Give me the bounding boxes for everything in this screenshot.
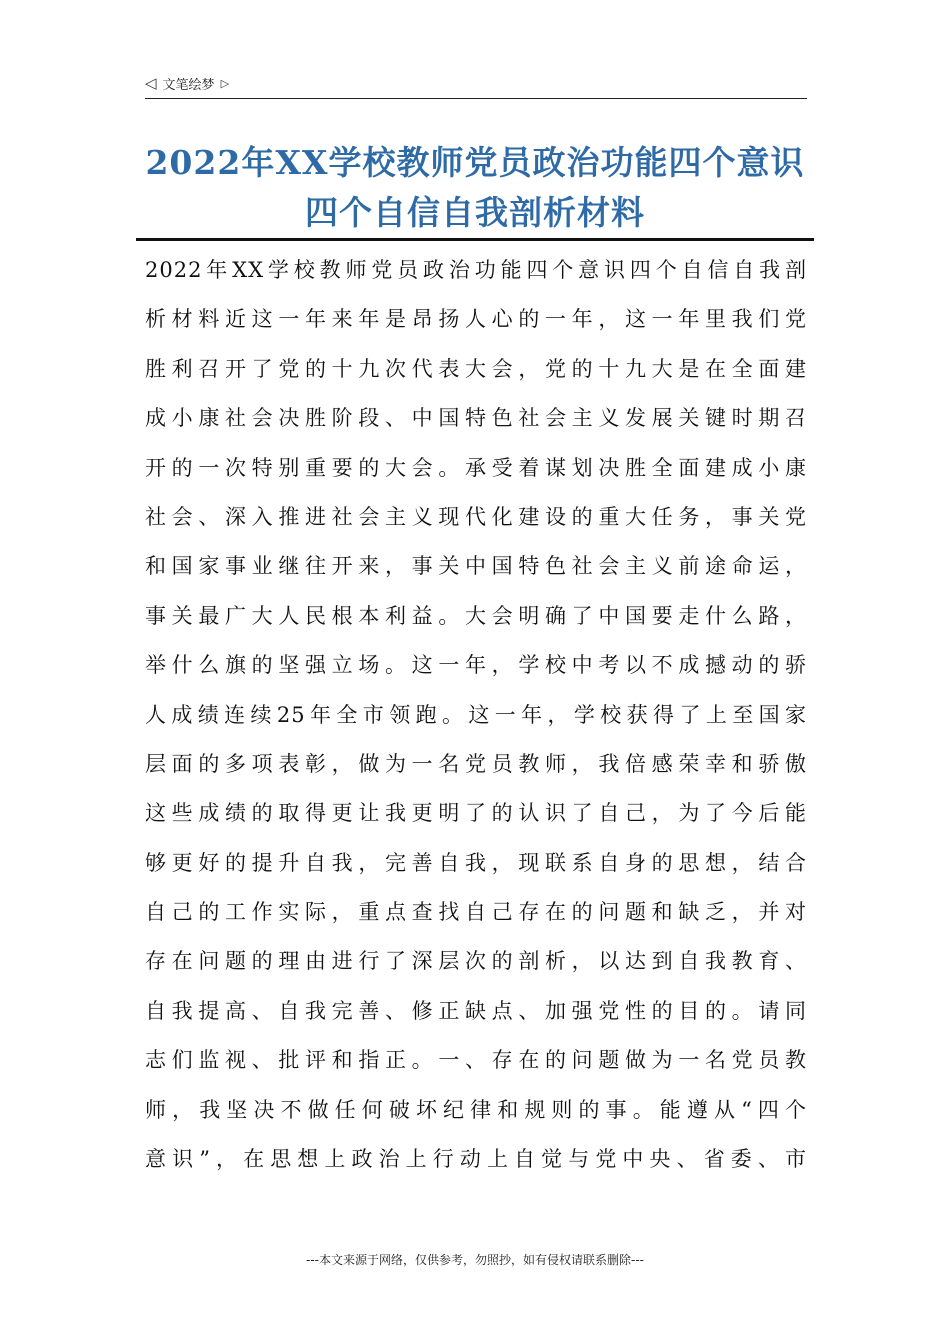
document-title: [130, 138, 820, 238]
body-line: 和国家事业继往开来，事关中国特色社会主义前途命运，: [145, 554, 807, 579]
body-line: 自己的工作实际，重点查找自己存在的问题和缺乏，并对: [145, 900, 807, 925]
body-line: 这些成绩的取得更让我更明了的认识了自己，为了今后能: [145, 801, 807, 826]
title-line-1: 2022年XX学校教师党员政治功能四个意识: [145, 143, 805, 182]
body-line: 够更好的提升自我，完善自我，现联系自身的思想，结合: [145, 850, 807, 875]
footer-notice: ---本文来源于网络，仅供参考，勿照抄，如有侵权请联系删除---: [306, 1253, 644, 1267]
brand: [145, 74, 229, 93]
body-line: 师，我坚决不做任何破坏纪律和规则的事。能遵从“四个: [145, 1097, 807, 1122]
body-line: 志们监视、批评和指正。一、存在的问题做为一名党员教: [145, 1048, 807, 1073]
body-line: 胜利召开了党的十九次代表大会，党的十九大是在全面建: [145, 356, 807, 381]
page-header: [145, 70, 807, 99]
document-body: [145, 246, 807, 1184]
body-line: 层面的多项表彰，做为一名党员教师，我倍感荣幸和骄傲: [145, 751, 807, 776]
body-line: 2022年XX学校教师党员政治功能四个意识四个自信自我剖: [145, 258, 807, 282]
title-line-2: 四个自信自我剖析材料: [305, 193, 645, 232]
body-line: 开的一次特别重要的大会。承受着谋划决胜全面建成小康: [145, 455, 807, 480]
triangle-right-icon: ▷: [220, 77, 230, 90]
brand-label: 文笔绘梦: [162, 78, 215, 93]
body-line: 社会、深入推进社会主义现代化建设的重大任务，事关党: [145, 504, 807, 529]
title-divider: [136, 238, 814, 241]
body-line: 存在问题的理由进行了深层次的剖析，以达到自我教育、: [145, 949, 807, 974]
triangle-left-icon: ◁: [145, 74, 157, 92]
body-line: 自我提高、自我完善、修正缺点、加强党性的目的。请同: [145, 998, 807, 1023]
body-line: 析材料近这一年来年是昂扬人心的一年，这一年里我们党: [145, 307, 807, 332]
body-line: 成小康社会决胜阶段、中国特色社会主义发展关键时期召: [145, 406, 807, 431]
body-line: 人成绩连续25年全市领跑。这一年，学校获得了上至国家: [145, 702, 807, 727]
body-line: 意识”，在思想上政治上行动上自觉与党中央、省委、市: [145, 1147, 807, 1172]
body-line: 事关最广大人民根本利益。大会明确了中国要走什么路，: [145, 603, 807, 628]
body-line: 举什么旗的坚强立场。这一年，学校中考以不成撼动的骄: [145, 653, 807, 678]
